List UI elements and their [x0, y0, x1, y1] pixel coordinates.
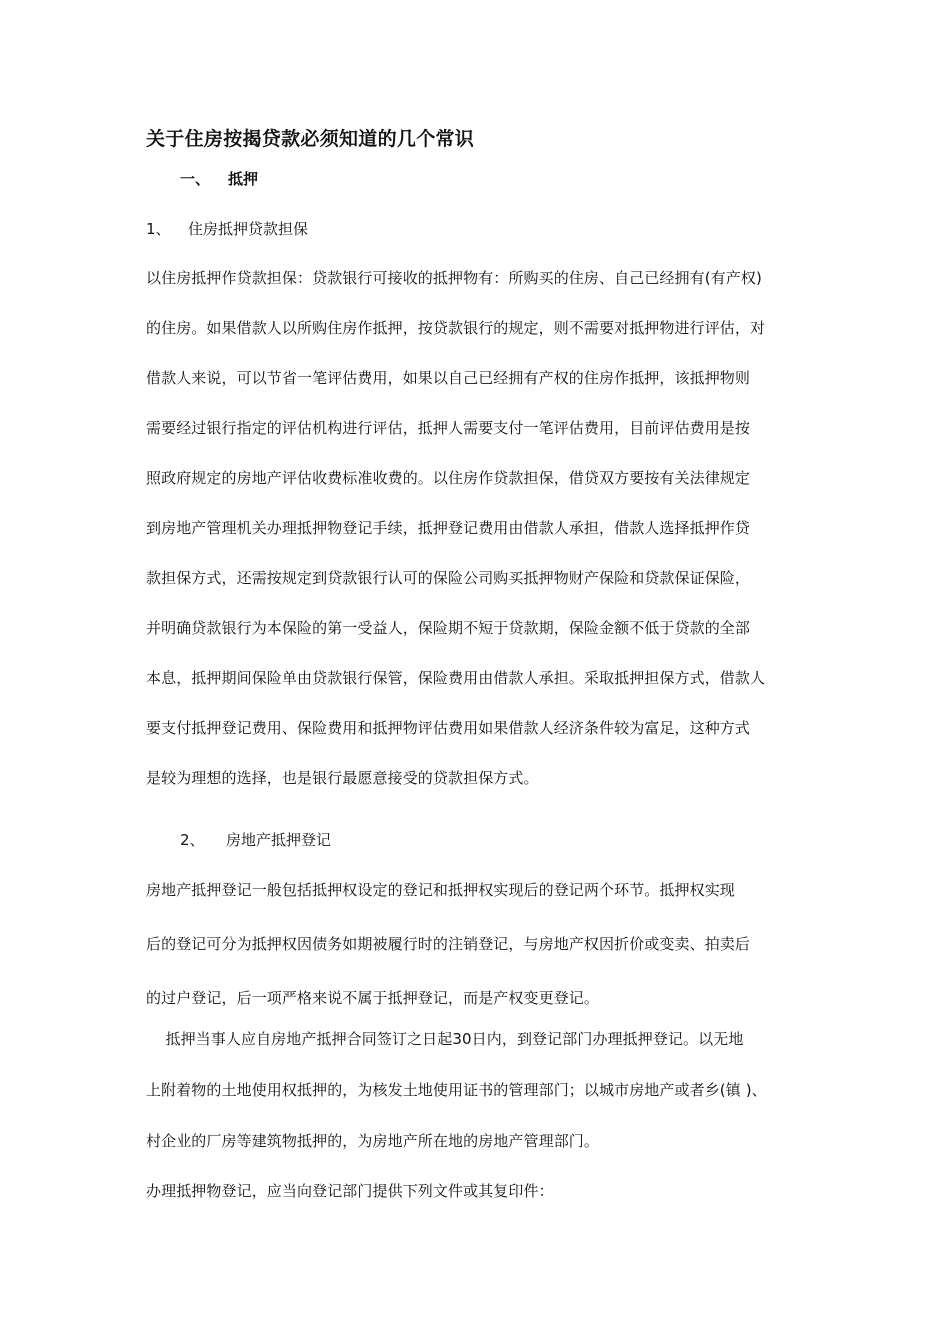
paragraph-loan-guarantee: [146, 267, 826, 817]
paragraph-line: 的过户登记，后一项严格来说不属于抵押登记，而是产权变更登记。: [146, 989, 600, 1007]
paragraph-line: 借款人来说，可以节省一笔评估费用，如果以自己已经拥有产权的住房作抵押，该抵押物则: [146, 369, 751, 387]
paragraph-line: 上附着物的土地使用权抵押的，为核发土地使用证书的管理部门；以城市房地产或者乡(镇 )、: [146, 1081, 767, 1099]
paragraph-line: 以住房抵押作贷款担保：贷款银行可接收的抵押物有：所购买的住房、自己已经拥有(有产权): [146, 269, 762, 287]
subsection-number: 2、: [180, 831, 205, 849]
paragraph-line: 村企业的厂房等建筑物抵押的，为房地产所在地的房地产管理部门。: [146, 1132, 600, 1150]
section-title: 抵押: [228, 170, 259, 188]
paragraph-line: 是较为理想的选择，也是银行最愿意接受的贷款担保方式。: [146, 769, 539, 787]
paragraph-line: 本息，抵押期间保险单由贷款银行保管，保险费用由借款人承担。采取抵押担保方式，借款人: [146, 669, 766, 687]
subsection-title: 房地产抵押登记: [226, 831, 332, 849]
paragraph-line: 并明确贷款银行为本保险的第一受益人，保险期不短于贷款期，保险金额不低于贷款的全部: [146, 619, 751, 637]
section-heading-mortgage: [180, 168, 258, 189]
paragraph-line: 的住房。如果借款人以所购住房作抵押，按贷款银行的规定，则不需要对抵押物进行评估，对: [146, 319, 766, 337]
paragraph-line: 抵押当事人应自房地产抵押合同签订之日起30日内，到登记部门办理抵押登记。以无地: [146, 1030, 744, 1048]
section-number: 一、: [180, 170, 211, 188]
paragraph-line: 照政府规定的房地产评估收费标准收费的。以住房作贷款担保，借贷双方要按有关法律规定: [146, 469, 751, 487]
subsection-title: 住房抵押贷款担保: [188, 220, 309, 238]
subsection-heading-mortgage-registration: [180, 829, 331, 850]
subsection-heading-loan-guarantee: [146, 218, 308, 239]
paragraph-line: 房地产抵押登记一般包括抵押权设定的登记和抵押权实现后的登记两个环节。抵押权实现: [146, 881, 735, 899]
paragraph-line: 到房地产管理机关办理抵押物登记手续，抵押登记费用由借款人承担，借款人选择抵押作贷: [146, 519, 751, 537]
paragraph-line: 办理抵押物登记，应当向登记部门提供下列文件或其复印件：: [146, 1182, 554, 1200]
paragraph-registration-overview: [146, 879, 826, 1041]
paragraph-line: 需要经过银行指定的评估机构进行评估，抵押人需要支付一笔评估费用，目前评估费用是按: [146, 419, 751, 437]
paragraph-line: 款担保方式，还需按规定到贷款银行认可的保险公司购买抵押物财产保险和贷款保证保险，: [146, 569, 751, 587]
document-title: 关于住房按揭贷款必须知道的几个常识: [146, 128, 475, 150]
paragraph-required-documents: [146, 1180, 826, 1210]
paragraph-registration-deadline: [146, 1028, 826, 1181]
subsection-number: 1、: [146, 220, 171, 238]
paragraph-line: 后的登记可分为抵押权因债务如期被履行时的注销登记，与房地产权因折价或变卖、拍卖后: [146, 935, 751, 953]
paragraph-line: 要支付抵押登记费用、保险费用和抵押物评估费用如果借款人经济条件较为富足，这种方式: [146, 719, 751, 737]
